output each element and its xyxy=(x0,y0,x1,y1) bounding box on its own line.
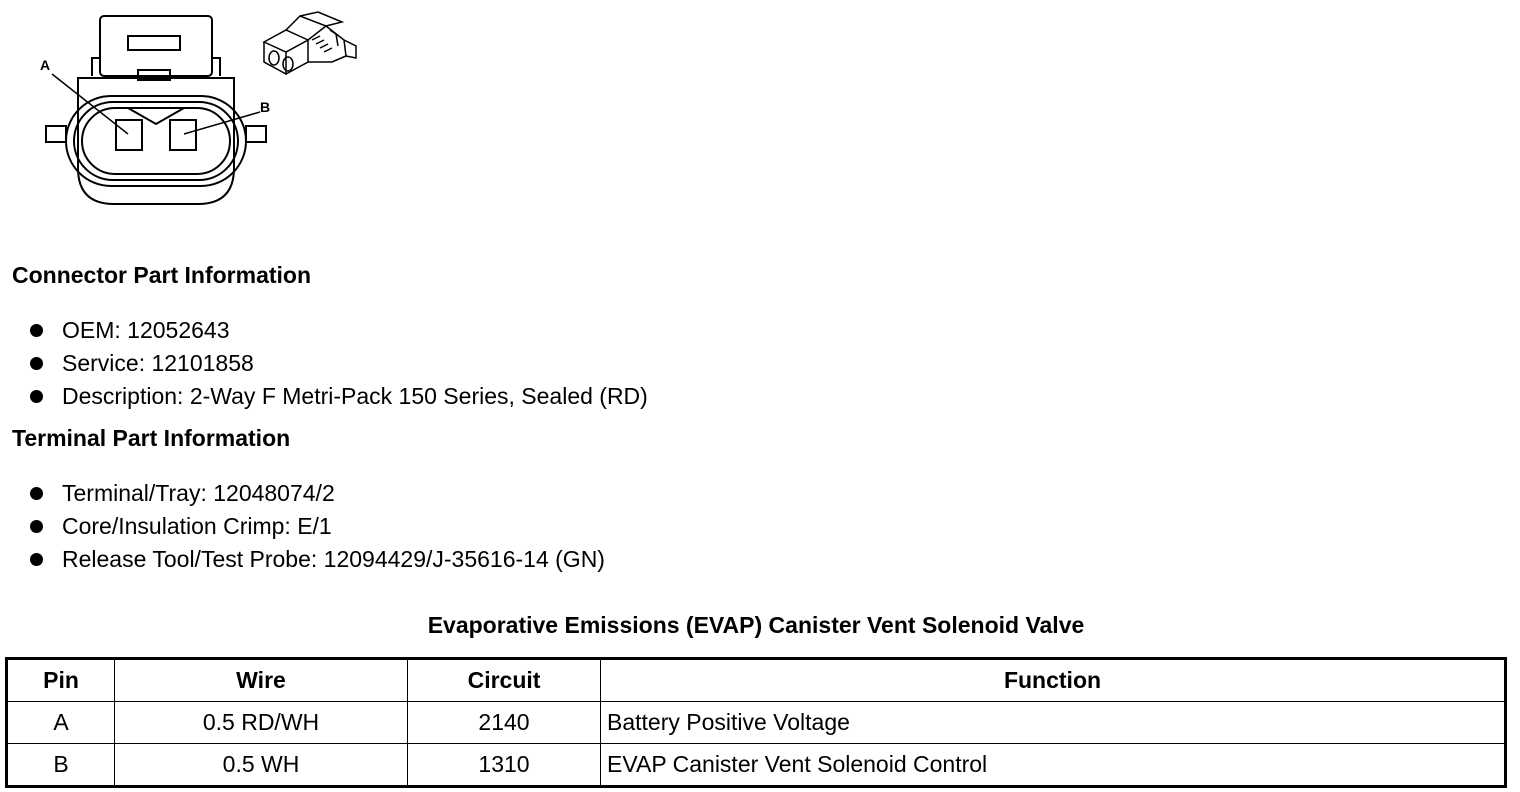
header-pin: Pin xyxy=(7,659,115,702)
cavity-a xyxy=(116,120,142,150)
cell-function: Battery Positive Voltage xyxy=(601,702,1506,744)
pin-label-a: A xyxy=(40,57,51,73)
middle-seal xyxy=(74,102,238,180)
outer-seal xyxy=(66,96,246,186)
cell-wire: 0.5 RD/WH xyxy=(115,702,408,744)
cell-pin: A xyxy=(7,702,115,744)
latch-step xyxy=(92,58,220,76)
list-item xyxy=(0,314,648,347)
list-item xyxy=(0,380,648,413)
table-row xyxy=(7,702,1506,744)
key-notch xyxy=(128,108,184,124)
list-item xyxy=(0,543,605,576)
crimp-info: Core/Insulation Crimp: E/1 xyxy=(62,513,332,539)
latch-window xyxy=(128,36,180,50)
release-tool: Release Tool/Test Probe: 12094429/J-35616-14 (GN) xyxy=(62,546,605,572)
bullet-icon xyxy=(30,357,43,370)
latch-housing xyxy=(100,16,212,76)
connector-thumbnail-image xyxy=(256,10,366,80)
cell-pin: B xyxy=(7,744,115,787)
header-circuit: Circuit xyxy=(408,659,601,702)
cavity-b xyxy=(170,120,196,150)
terminal-info-heading: Terminal Part Information xyxy=(12,425,291,451)
connector-face-diagram xyxy=(30,8,280,218)
connector-description: Description: 2-Way F Metri-Pack 150 Series, Sealed (RD) xyxy=(62,383,648,409)
bullet-icon xyxy=(30,487,43,500)
bullet-icon xyxy=(30,553,43,566)
table-row xyxy=(7,744,1506,787)
list-item xyxy=(0,347,648,380)
pin-table-title: Evaporative Emissions (EVAP) Canister Vent Solenoid Valve xyxy=(427,612,1085,638)
connector-info-list xyxy=(0,314,648,413)
pin-label-b: B xyxy=(260,99,271,115)
connector-oem: OEM: 12052643 xyxy=(62,317,230,343)
pin-table xyxy=(5,657,1507,788)
terminal-tray: Terminal/Tray: 12048074/2 xyxy=(62,480,335,506)
connector-service: Service: 12101858 xyxy=(62,350,254,376)
header-function: Function xyxy=(601,659,1506,702)
inner-seal xyxy=(82,108,230,174)
bullet-icon xyxy=(30,520,43,533)
cell-circuit: 1310 xyxy=(408,744,601,787)
connector-info-heading: Connector Part Information xyxy=(12,262,312,288)
list-item xyxy=(0,510,605,543)
left-ear xyxy=(46,126,66,142)
right-ear xyxy=(246,126,266,142)
cell-circuit: 2140 xyxy=(408,702,601,744)
bullet-icon xyxy=(30,390,43,403)
terminal-info-list xyxy=(0,477,605,576)
list-item xyxy=(0,477,605,510)
header-wire: Wire xyxy=(115,659,408,702)
table-header-row xyxy=(7,659,1506,702)
cell-wire: 0.5 WH xyxy=(115,744,408,787)
cell-function: EVAP Canister Vent Solenoid Control xyxy=(601,744,1506,787)
bullet-icon xyxy=(30,324,43,337)
